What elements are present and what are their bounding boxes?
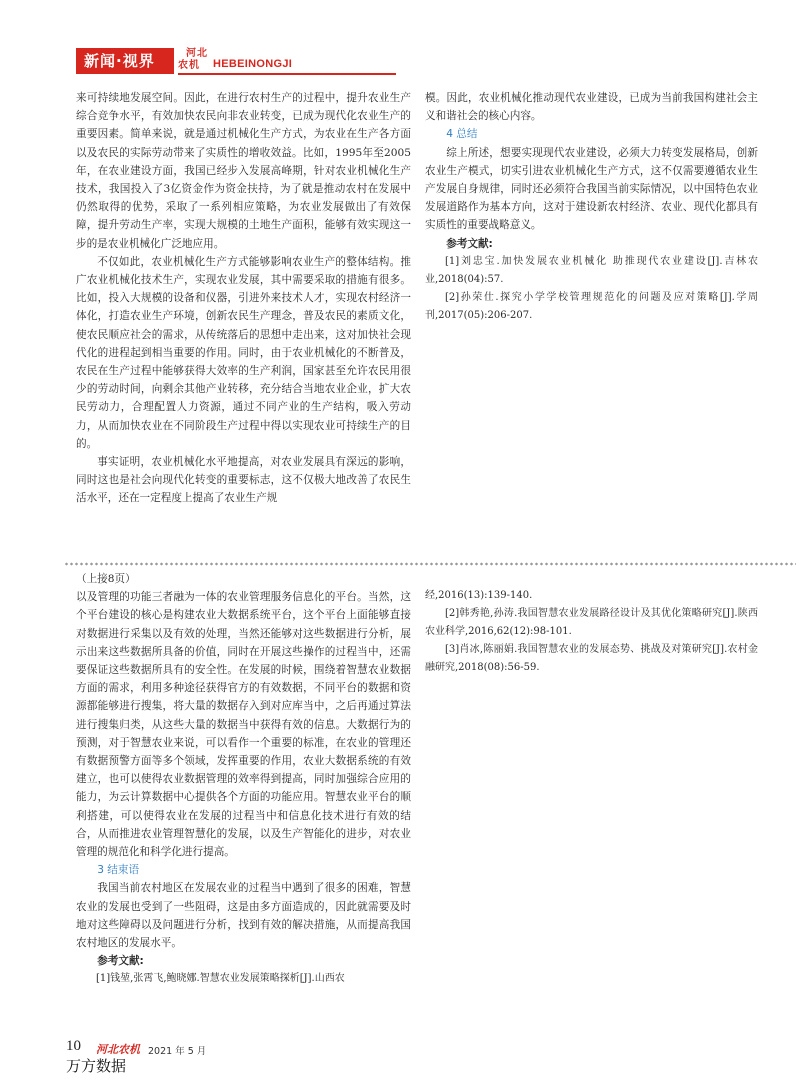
paragraph: 事实证明，农业机械化水平地提高，对农业发展具有深远的影响，同时这也是社会向现代化转变的重要标志，这不仅极大地改善了农民生活水平，还在一定程度上提高了农业生产规 <box>76 456 411 505</box>
issue-date: 2021 年 5 月 <box>148 1046 207 1057</box>
footer-logo: 河北农机 <box>96 1043 140 1056</box>
section-heading: 3 结束语 <box>97 864 140 877</box>
reference-item: [1]刘忠宝.加快发展农业机械化 助推现代农业建设[J].吉林农业,2018(04):57. <box>425 255 758 285</box>
reference-item: [3]肖冰,陈丽娟.我国智慧农业的发展态势、挑战及对策研究[J].农村金融研究,2018(08):56-59. <box>425 644 758 673</box>
references-heading: 参考文献: <box>446 237 493 250</box>
reference-item: [1]钱堃,张霄飞,鲍晓娜.智慧农业发展策略探析[J].山西农 <box>96 973 345 985</box>
paragraph: 不仅如此，农业机械化生产方式能够影响农业生产的整体结构。推广农业机械化技术生产，实现农业发展，其中需要采取的措施有很多。比如，投入大规模的设备和仪器，引进外来技术人才，实现农村经济一体化，打造农业生产环境，创新农民生产理念，普及农民的素质文化，使农民顺应社会的需求，从传统落后的思想中走出来，这对加快社会现代化的进程起到相当重要的作用。同时，由于农业机械化的不断普及，农民在生产过程中能够获得大效率的生产利润，国家甚至允许农民用很少的劳动时间，向剩余其他产业转移，充分结合当地农业企业，扩大农民劳动力，合理配置人力资源，通过不同产业的生产结构，吸入劳动力，从而加快农业在不同阶段生产过程中得以实现农业可持续生产的目的。 <box>76 255 411 450</box>
upper-left-column <box>76 89 411 508</box>
reference-item: [2]孙荣仕.探究小学学校管理规范化的问题及应对策略[J].学周刊,2017(05):206-207. <box>425 291 758 321</box>
magazine-name: HEBEINONGJI <box>213 58 293 70</box>
references-heading: 参考文献: <box>97 955 144 968</box>
reference-item: [2]韩秀艳,孙涛.我国智慧农业发展路径设计及其优化策略研究[J].陕西农业科学,2016,62(12):98-101. <box>425 608 758 637</box>
dotted-divider <box>64 561 796 567</box>
magazine-logo: 河北 农机 <box>178 48 208 71</box>
paragraph: 来可持续地发展空间。因此，在进行农村生产的过程中，提升农业生产综合竞争水平，有效加快农民向非农业转变，已成为现代化农业生产的重要因素。简单来说，就是通过机械化生产方式，为农业在生产各方面以及农民的实际劳动带来了实质性的增收效益。比如，1995年至2005年，在农业建设方面，我国已经步入发展高峰期，针对农业机械化生产技术，我国投入了3亿资金作为资金扶持，为了就是推动农村在发展中仍然取得的优势，采取了一系列相应策略，为农业发展做出了有效保障，提升劳动生产率，实现大规模的土地生产面积，能够有效实现这一步的是农业机械化广泛地应用。 <box>76 92 411 250</box>
section-heading: 4 总结 <box>446 128 478 141</box>
continued-note: （上接8页） <box>76 573 136 585</box>
header-rule <box>178 73 396 75</box>
paragraph: 以及管理的功能三者融为一体的农业管理服务信息化的平台。当然，这个平台建设的核心是构建农业大数据系统平台，这个平台上面能够直接对数据进行采集以及有效的处理，当然还能够对这些数据进行分析，展示出来这些数据所具备的价值，同时在开展这些操作的过程当中，还需要保证这些数据所具有的安全性。在发展的时候，围绕着智慧农业数据方面的需求，利用多种途径获得官方的有效数据，不同平台的数据和资源都能够进行搜集，将大量的数据存入到对应库当中，之后再通过算法进行搜集归类，从这些大量的数据当中获得有效的信息。大数据行为的预测，对于智慧农业来说，可以看作一个重要的标准，在农业的管理还有数据预警方面等多个领域，发挥重要的作用，农业大数据系统的有效建立，也可以使得农业数据管理的效率得到提高，同时加强综合应用的能力，为云计算数据中心提供各个方面的功能应用。智慧农业平台的顺利搭建，可以使得农业在发展的过程当中和信息化技术进行有效的结合，从而推进农业管理智慧化的发展，以及生产智能化的进步，对农业管理的规范化和科学化进行提高。 <box>76 591 411 859</box>
lower-left-column <box>76 570 411 988</box>
paragraph: 综上所述，想要实现现代农业建设，必须大力转变发展格局，创新农业生产模式，切实引进农业机械化生产方式，这不仅需要遵循农业生产发展自身规律，同时还必须符合我国当前实际情况，以中国特色农业发展道路作为基本方向，这对于建设新农村经济、农业、现代化都具有实质性的重要战略意义。 <box>425 146 758 232</box>
watermark: 万方数据 <box>66 1057 127 1075</box>
page-header <box>76 46 320 76</box>
paragraph: 我国当前农村地区在发展农业的过程当中遇到了很多的困难，智慧农业的发展也受到了一些阻碍，这是由多方面造成的，因此就需要及时地对这些障碍以及问题进行分析，找到有效的解决措施，从而提高我国农村地区的发展水平。 <box>76 882 411 950</box>
lower-right-column <box>425 587 758 677</box>
upper-right-column <box>425 89 758 325</box>
reference-item: 经,2016(13):139-140. <box>425 590 533 601</box>
paragraph: 模。因此，农业机械化推动现代农业建设，已成为当前我国构建社会主义和谐社会的核心内容。 <box>425 92 758 123</box>
section-tag: 新闻·视界 <box>76 48 174 74</box>
page-number: 10 <box>66 1038 81 1054</box>
